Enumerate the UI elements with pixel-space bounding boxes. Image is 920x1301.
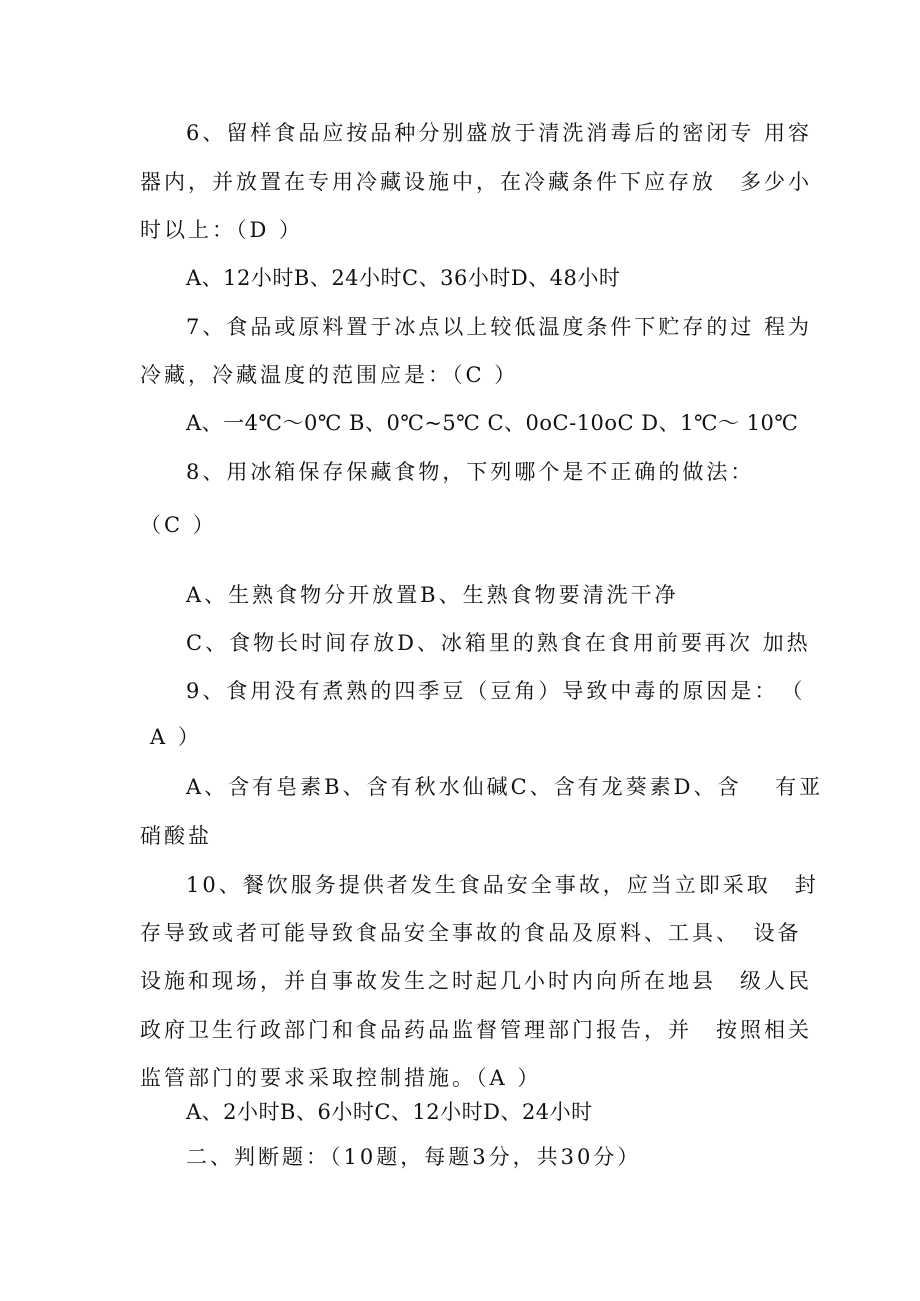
question-8-line-1: 8、用冰箱保存保藏食物，下列哪个是不正确的做法： [186, 460, 755, 484]
question-10-line-1: 10、餐饮服务提供者发生食品安全事故，应当立即采取 封 [186, 873, 819, 897]
question-9-line-1: 9、食用没有煮熟的四季豆（豆角）导致中毒的原因是： （ [186, 679, 806, 703]
section-heading-judgment: 二、判断题：（10题，每题3分，共30分） [186, 1145, 642, 1169]
question-7-line-1: 7、食品或原料置于冰点以上较低温度条件下贮存的过 程为 [186, 315, 813, 339]
question-10-options: A、2小时B、6小时C、12小时D、24小时 [186, 1100, 593, 1124]
question-6-line-3: 时以上：（D ） [140, 218, 304, 242]
question-8-options-1: A、生熟食物分开放置B、生熟食物要清洗干净 [186, 583, 679, 607]
question-10-line-3: 设施和现场，并自事故发生之时起几小时内向所在地县 级人民 [140, 969, 812, 993]
question-10-line-5: 监管部门的要求采取控制措施。（A ） [140, 1066, 542, 1090]
question-9-options-1: A、含有皂素B、含有秋水仙碱C、含有龙葵素D、含 有亚 [186, 775, 824, 799]
question-8-line-2: （C ） [140, 513, 217, 537]
question-9-line-2: A ） [150, 725, 202, 749]
question-7-line-2: 冷藏，冷藏温度的范围应是：（C ） [140, 363, 519, 387]
question-6-line-1: 6、留样食品应按品种分别盛放于清洗消毒后的密闭专 用容 [186, 121, 813, 145]
question-6-line-2: 器内，并放置在专用冷藏设施中，在冷藏条件下应存放 多少小 [140, 170, 812, 194]
question-9-options-2: 硝酸盐 [140, 824, 212, 848]
question-6-options: A、12小时B、24小时C、36小时D、48小时 [186, 266, 621, 290]
question-10-line-4: 政府卫生行政部门和食品药品监督管理部门报告，并 按照相关 [140, 1018, 812, 1042]
question-8-options-2: C、食物长时间存放D、冰箱里的熟食在食用前要再次 加热 [186, 631, 811, 655]
question-10-line-2: 存导致或者可能导致食品安全事故的食品及原料、工具、 设备 [140, 921, 802, 945]
question-7-options: A、一4℃～0℃ B、0℃~5℃ C、0oC-10oC D、1℃～ 10℃ [186, 411, 799, 435]
